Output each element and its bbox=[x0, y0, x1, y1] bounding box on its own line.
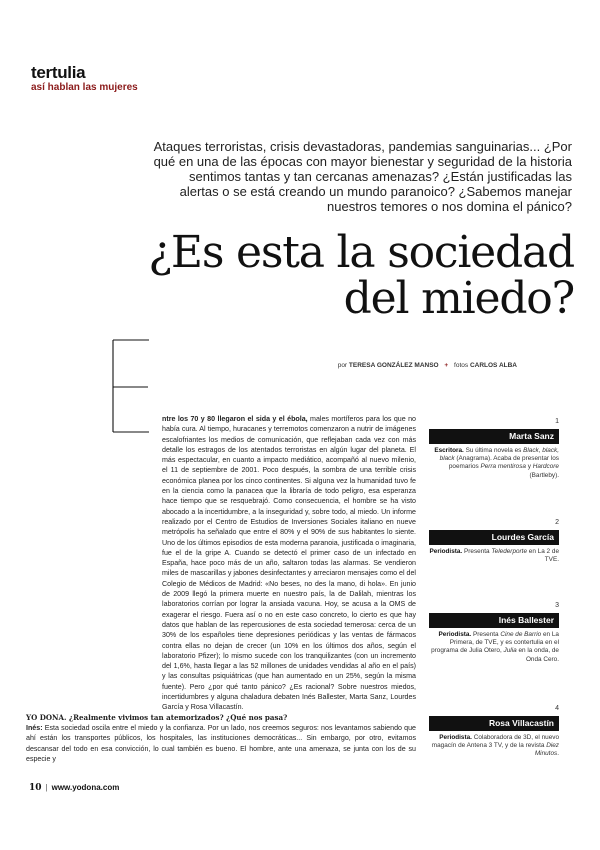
byline-author: TERESA GONZÁLEZ MANSO bbox=[348, 362, 439, 369]
participant-name: Inés Ballester bbox=[429, 613, 559, 628]
section-subtitle: así hablan las mujeres bbox=[31, 82, 138, 93]
participant-3 bbox=[429, 601, 559, 664]
headline bbox=[54, 227, 574, 324]
participant-description: Periodista. Presenta Cine de Barrio en La Primera, de TVE, y es contertulia en el programa de Julia Otero, Julia en la onda, de Onda Cero. bbox=[431, 631, 559, 663]
participant-4 bbox=[429, 704, 559, 759]
answer-text: Esta sociedad oscila entre el miedo y la confianza. Por un lado, nos creemos seguros: nos levantamos sabiendo que ahí están los transportes públicos, los hospitales, las instituciones democráticas... Sin embargo, por otro, evitamos descansar del todo en esa convicción, lo cual también es bueno. El hombre, ante una amenaza, se junta con los de su especie y bbox=[26, 723, 416, 763]
headline-line-2: del miedo? bbox=[343, 273, 574, 324]
interview-question bbox=[26, 713, 416, 723]
body-lead: ntre los 70 y 80 llegaron el sida y el ébola, bbox=[162, 415, 308, 423]
page-number: 10 bbox=[29, 783, 42, 793]
interview-answer bbox=[26, 723, 416, 764]
participant-name: Rosa Villacastín bbox=[429, 716, 559, 731]
plus-icon: + bbox=[444, 362, 449, 369]
section-header bbox=[31, 64, 138, 94]
participant-number: 2 bbox=[555, 519, 559, 526]
participant-name: Marta Sanz bbox=[429, 429, 559, 444]
section-title: tertulia bbox=[31, 63, 86, 82]
participant-number: 1 bbox=[555, 418, 559, 425]
participant-2 bbox=[429, 518, 559, 564]
participant-description: Periodista. Presenta Telederporte en La 2 de TVE. bbox=[429, 548, 559, 564]
body-text: males mortíferos para los que no había cura. Al tiempo, huracanes y terremotos comenzaron a nutrir de imágenes escalofriantes los medios de comunicación, que reflejaban cada vez con más detalle los estragos de los atentados terroristas en algún lugar del planeta. El más espectacular, en cuanto a impacto mediático, acompañó al nuevo milenio, el 11 de septiembre de 2001. Poco después, la sombra de una terrible crisis económica planea por los cinco continentes. Si alguna vez la humanidad tuvo fe en la ciencia como la panacea que la libraría de todo peligro, esa esperanza hace tiempo que se resquebrajó. Como consecuencia, el hombre se ha visto abocado a la incertidumbre, a la inseguridad y, sobre todo, al miedo. Un informe realizado por el Centro de Estudios de Inversiones Sociales italiano en nueve metrópolis ha señalado que entre el 80% y el 90% de sus habitantes lo siente. Uno de los últimos episodios de esta moderna paranoia, justificada o imaginaria, fue el de la gripe A. Cuando se detectó el primer caso de un infectado en España, hace poco más de un año, saltaron todas las alarmas. Se vendieron miles de mascarillas y jabones desinfectantes y arreciaron mensajes como el del Colegio de Médicos de Madrid: «No beses, no des la mano, di hola». En junio de 2009 llegó la primera muerte en nuestro país, la de Dalilah, mientras los laboratorios corrían por lograr la ansiada vacuna. Hoy, se acusa a la OMS de exagerar el riesgo. Fuera así o no en este caso concreto, lo cierto es que hay datos que hablan de las repercusiones de esta sociedad temerosa: cerca de un 30% de los españoles tiene depresiones periódicas y las ventas de fármacos contra ellas no dejan de crecer (un 10% en los últimos dos años, según el laboratorio Pfizer); lo mismo sucede con los tranquilizantes (con un incremento del 1,6%, hasta llegar a las 52 millones de unidades vendidas al año en el país) y las consultas psiquiátricas (que han aumentado en un 25%, según la misma fuente). Pero ¿por qué tanto pánico? ¿Es racional? Sobre nuestros miedos, incertidumbres y alguna chaladura debaten Inés Ballester, Marta Sanz, Lourdes García y Rosa Villacastín. bbox=[162, 415, 416, 712]
byline-photographer: CARLOS ALBA bbox=[469, 362, 517, 369]
speaker-label: Inés: bbox=[26, 723, 43, 732]
footer-separator: | bbox=[45, 783, 48, 792]
byline-por: por bbox=[337, 362, 348, 369]
participant-number: 4 bbox=[555, 705, 559, 712]
body-paragraph bbox=[26, 414, 416, 713]
participant-name: Lourdes García bbox=[429, 530, 559, 545]
article-body bbox=[26, 414, 416, 764]
participant-number: 3 bbox=[555, 602, 559, 609]
participant-1 bbox=[429, 417, 559, 480]
byline-fotos: fotos bbox=[454, 362, 469, 369]
intro-text: Ataques terroristas, crisis devastadoras, pandemias sanguinarias... ¿Por qué en una de las épocas con mayor bienestar y seguridad de la historia sentimos tantas y tan cercanas amenazas? ¿Están justificadas las alertas o se está creando un mundo paranoico? ¿Sabemos manejar nuestros temores o nos domina el pánico? bbox=[153, 139, 572, 214]
byline bbox=[338, 362, 517, 369]
headline-line-1: ¿Es esta la sociedad bbox=[148, 227, 574, 278]
participant-description: Escritora. Su última novela es Black, black, black (Anagrama). Acaba de presentar los poemarios Perra mentirosa y Hardcore (Bartleby). bbox=[434, 447, 559, 479]
participant-description: Periodista. Colaboradora de 3D, el nuevo magacín de Antena 3 TV, y de la revista Diez Minutos. bbox=[431, 734, 559, 758]
question-text: YO DONA. ¿Realmente vivimos tan atemorizados? ¿Qué nos pasa? bbox=[26, 712, 288, 722]
footer-url[interactable]: www.yodona.com bbox=[51, 783, 120, 792]
page-footer bbox=[29, 783, 119, 793]
